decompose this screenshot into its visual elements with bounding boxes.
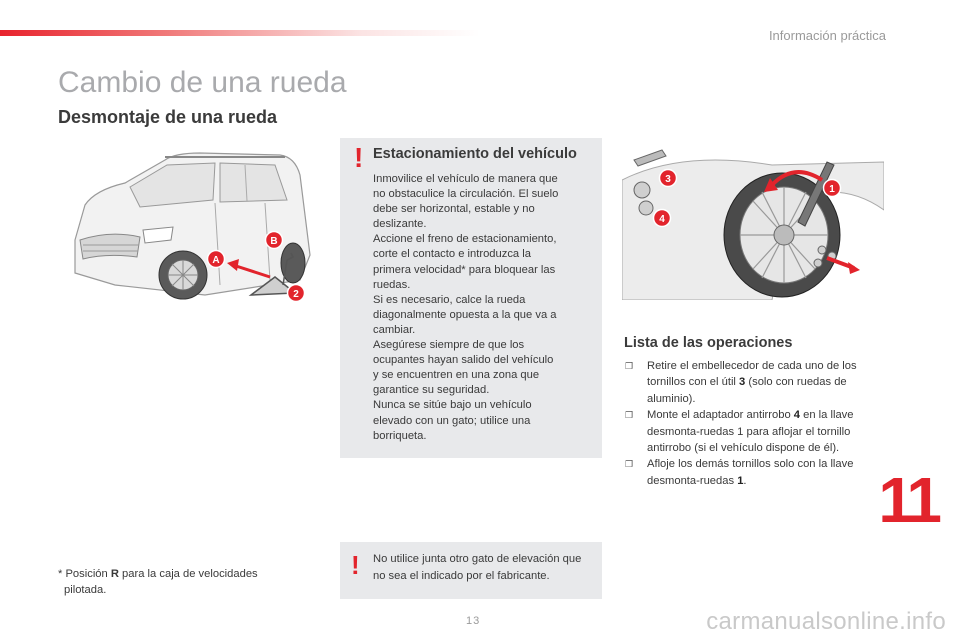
parking-line: Asegúrese siempre de que los <box>373 339 525 352</box>
operation-ref: 1 <box>737 474 744 487</box>
parking-line: primera velocidad* para bloquear las <box>373 263 556 276</box>
callout-1: 1 <box>829 184 835 195</box>
arrow-bullet-icon: ❒ <box>625 361 634 371</box>
operation-item <box>624 407 886 456</box>
parking-warning-box <box>340 138 602 458</box>
parking-line: deslizante. <box>373 218 427 231</box>
parking-body <box>373 172 585 444</box>
parking-line: Inmovilice el vehículo de manera que <box>373 173 558 185</box>
operation-item <box>624 358 886 407</box>
footnote-text: para la caja de velocidades <box>118 568 258 580</box>
watermark: carmanualsonline.info <box>706 608 946 635</box>
operation-text: Monte el adaptador antirrobo <box>647 409 794 422</box>
car-jack-illustration <box>55 145 345 320</box>
parking-line: debe ser horizontal, estable y no <box>373 203 535 216</box>
operation-text: . <box>743 474 747 487</box>
parking-line: borriqueta. <box>373 429 427 442</box>
operation-item <box>624 456 886 489</box>
parking-line: cambiar. <box>373 323 416 336</box>
warning-exclamation-icon: ! <box>354 142 364 173</box>
parking-line: no obstaculice la circulación. El suelo <box>373 188 559 201</box>
jack-warning-box <box>340 542 602 599</box>
parking-line: garantice su seguridad. <box>373 384 490 397</box>
operation-ref: 4 <box>793 409 801 422</box>
operation-text: Afloje los demás tornillos solo con la llave desmonta-ruedas <box>647 458 854 487</box>
operation-ref: 3 <box>739 376 746 389</box>
parking-line: Si es necesario, calce la rueda <box>373 293 526 306</box>
footnote-text: * Posición <box>58 568 111 580</box>
parking-line: ruedas. <box>373 278 411 291</box>
parking-line: Nunca se sitúe bajo un vehículo <box>373 399 532 412</box>
header-accent-bar <box>0 30 480 36</box>
page-title: Cambio de una rueda <box>58 66 347 99</box>
operation-text: en la llave desmonta-ruedas 1 para aflojar el tornillo antirrobo (si el vehículo dispone de él). <box>647 409 854 455</box>
parking-heading: Estacionamiento del vehículo <box>373 146 577 162</box>
operation-text: Retire el embellecedor de cada uno de los tornillos con el útil <box>647 360 857 389</box>
operations-heading: Lista de las operaciones <box>624 335 793 351</box>
footnote-text: pilotada. <box>64 584 107 596</box>
parking-line: elevado con un gato; utilice una <box>373 414 531 427</box>
arrow-bullet-icon: ❒ <box>625 459 634 470</box>
footnote <box>58 566 298 598</box>
callout-3: 3 <box>665 174 671 185</box>
operations-list <box>624 358 886 489</box>
parking-line: diagonalmente opuesta a la que va a <box>373 308 557 321</box>
footnote-ref: R <box>110 568 119 580</box>
arrow-bullet-icon: ❒ <box>625 410 634 421</box>
callout-b: B <box>270 236 278 247</box>
callout-4: 4 <box>659 214 665 225</box>
callout-2: 2 <box>293 289 299 300</box>
warning-exclamation-icon: ! <box>351 550 360 580</box>
section-name: Información práctica <box>768 28 886 43</box>
parking-line: Accione el freno de estacionamiento, <box>373 233 557 246</box>
operation-text: (solo con ruedas de aluminio). <box>647 376 847 405</box>
parking-line: corte el contacto e introduzca la <box>373 248 531 261</box>
wheel-removal-illustration <box>622 140 884 300</box>
chapter-number: 11 <box>878 464 938 536</box>
jack-warning-text: No utilice junta otro gato de elevación que no sea el indicado por el fabricante. <box>373 553 582 582</box>
callout-a: A <box>212 255 220 266</box>
page-number: 13 <box>466 615 481 627</box>
page-subtitle: Desmontaje de una rueda <box>58 107 278 127</box>
parking-line: ocupantes hayan salido del vehículo <box>373 354 554 367</box>
parking-line: y se encuentren en una zona que <box>373 369 540 382</box>
